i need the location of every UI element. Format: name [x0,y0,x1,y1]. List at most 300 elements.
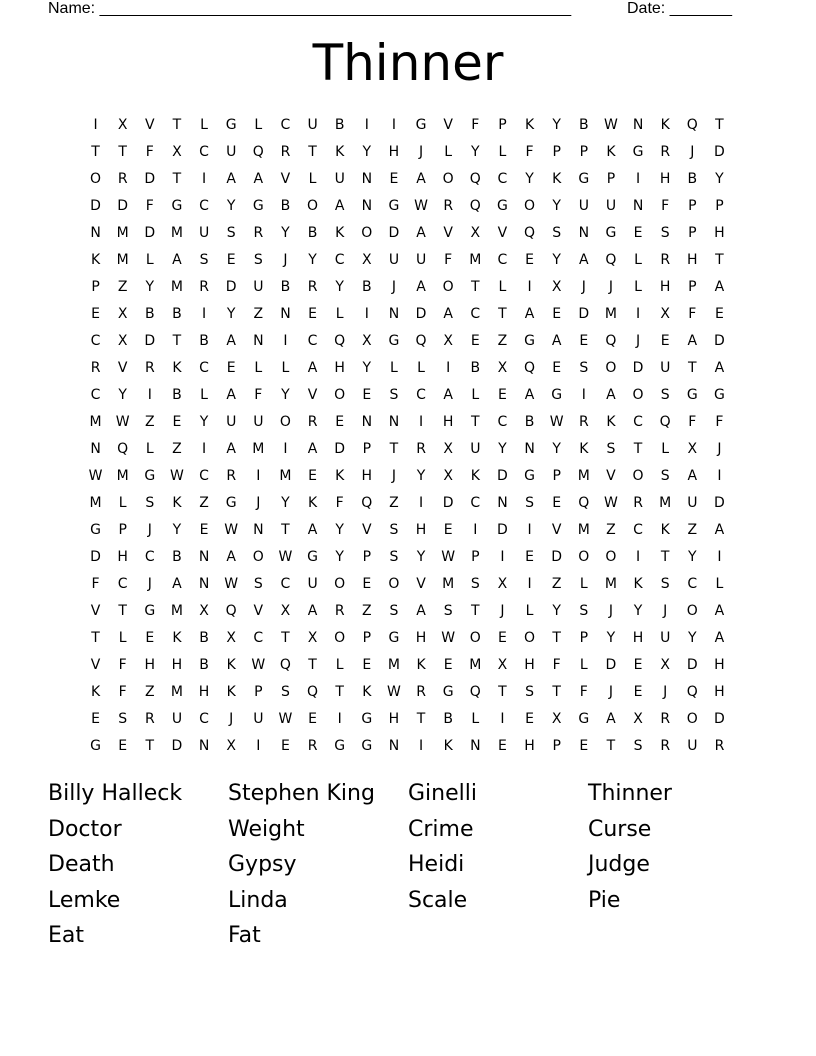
grid-letter: Z [117,279,128,295]
grid-letter: I [527,279,532,295]
grid-letter: D [144,171,156,187]
grid-letter: M [170,603,183,619]
grid-letter: D [632,360,644,376]
grid-letter: P [254,684,263,700]
grid-letter: E [498,738,507,754]
word-list-item: Stephen King [228,781,375,806]
grid-letter: C [470,306,481,322]
grid-letter: P [579,630,589,646]
grid-letter: G [388,630,400,646]
grid-letter: G [686,387,698,403]
grid-letter: A [443,306,453,322]
grid-letter: B [199,657,209,673]
grid-letter: I [418,495,424,511]
grid-letter: X [687,441,698,457]
grid-letter: V [497,225,508,241]
grid-letter: A [579,252,589,268]
grid-letter: A [307,441,318,457]
grid-letter: A [416,279,426,295]
grid-letter: U [171,711,183,727]
grid-letter: A [307,360,318,376]
grid-letter: C [633,414,643,430]
grid-letter: H [714,684,725,700]
grid-letter: G [144,468,156,484]
grid-letter: I [364,306,369,322]
grid-letter: A [416,171,426,187]
grid-letter: O [442,171,454,187]
grid-letter: W [278,711,293,727]
grid-letter: E [633,225,643,241]
grid-letter: M [577,468,590,484]
grid-letter: O [388,576,400,592]
grid-letter: Q [605,333,617,349]
grid-letter: T [91,144,100,160]
grid-letter: H [714,657,725,673]
grid-letter: Q [307,684,319,700]
grid-letter: Q [469,171,481,187]
grid-letter: F [525,144,534,160]
grid-letter: Y [362,360,372,376]
grid-letter: R [199,279,209,295]
grid-letter: U [226,414,237,430]
grid-letter: A [307,603,318,619]
grid-letter: A [334,198,345,214]
word-list-item: Weight [228,816,305,842]
grid-letter: C [307,333,318,349]
grid-letter: I [500,711,505,727]
grid-letter: X [362,252,372,268]
grid-letter: Q [117,441,129,457]
grid-letter: S [660,387,670,403]
grid-letter: E [525,252,534,268]
grid-letter: K [226,657,236,673]
grid-letter: E [172,414,182,430]
grid-letter: K [552,171,562,187]
grid-letter: L [308,171,317,187]
grid-letter: L [471,387,480,403]
grid-letter: E [525,549,534,565]
grid-letter: Y [335,279,344,295]
grid-letter: G [551,387,563,403]
grid-letter: J [663,684,668,700]
grid-letter: B [443,711,453,727]
grid-letter: X [443,441,453,457]
grid-letter: N [361,171,373,187]
grid-letter: L [498,144,507,160]
grid-letter: F [444,252,453,268]
grid-letter: P [118,522,127,538]
grid-letter: C [199,711,209,727]
grid-letter: E [633,657,643,673]
grid-letter: R [416,684,426,700]
word-list [48,778,768,952]
grid-letter: U [253,279,264,295]
grid-letter: P [606,171,616,187]
grid-letter: T [389,441,399,457]
grid-letter: S [552,225,562,241]
date-field-label: Date: _______ [627,0,732,17]
grid-letter: Y [416,549,426,565]
grid-letter: X [226,630,236,646]
grid-letter: D [497,468,508,484]
grid-letter: T [172,171,182,187]
grid-letter: X [551,711,562,727]
grid-letter: V [90,603,101,619]
grid-letter: D [144,225,156,241]
grid-letter: B [172,306,182,322]
grid-letter: R [416,441,426,457]
grid-letter: C [199,468,209,484]
grid-letter: U [687,738,698,754]
grid-letter: H [117,549,128,565]
grid-letter: H [171,657,183,673]
grid-letter: I [283,441,288,457]
grid-letter: L [254,117,263,133]
grid-letter: B [524,414,535,430]
grid-letter: C [90,387,101,403]
grid-letter: T [552,684,561,700]
grid-letter: K [443,738,453,754]
grid-letter: L [715,576,724,592]
grid-letter: L [661,441,670,457]
grid-letter: A [714,279,725,295]
page-title: Thinner [312,34,504,92]
grid-letter: X [443,333,453,349]
grid-letter: N [361,414,373,430]
grid-letter: W [88,468,103,484]
grid-letter: H [524,657,535,673]
grid-letter: W [224,522,239,538]
grid-letter: O [279,414,291,430]
grid-letter: A [226,441,236,457]
grid-letter: A [226,549,236,565]
grid-letter: H [524,738,535,754]
grid-letter: V [117,360,128,376]
grid-letter: E [443,657,453,673]
grid-letter: I [364,117,369,133]
grid-letter: S [660,468,670,484]
grid-letter: X [280,603,291,619]
grid-letter: A [714,522,725,538]
grid-letter: O [334,630,346,646]
grid-letter: L [335,306,344,322]
grid-letter: S [226,225,236,241]
grid-letter: E [498,630,507,646]
grid-letter: J [663,603,668,619]
grid-letter: T [606,738,616,754]
grid-letter: O [524,198,536,214]
grid-letter: Y [335,522,344,538]
grid-letter: Z [497,333,508,349]
grid-letter: O [632,387,644,403]
grid-letter: A [524,306,535,322]
grid-letter: S [606,441,616,457]
grid-letter: C [199,360,209,376]
grid-letter: G [334,738,346,754]
grid-letter: Y [226,198,236,214]
grid-letter: M [116,252,129,268]
grid-letter: S [633,738,643,754]
grid-letter: E [226,360,236,376]
grid-letter: G [415,117,427,133]
grid-letter: R [307,279,318,295]
grid-letter: Y [552,198,561,214]
grid-letter: R [443,198,454,214]
grid-letter: E [281,738,290,754]
grid-letter: U [660,630,671,646]
grid-letter: L [417,360,425,376]
grid-letter: B [280,198,291,214]
grid-letter: G [714,387,725,403]
grid-letter: C [253,630,264,646]
word-list-item: Linda [228,887,288,913]
grid-letter: W [549,414,564,430]
grid-letter: H [714,225,725,241]
grid-letter: J [608,279,613,295]
grid-letter: T [308,657,317,673]
grid-letter: N [198,738,210,754]
grid-letter: H [388,144,400,160]
grid-letter: Y [688,630,697,646]
grid-letter: Y [199,414,209,430]
grid-letter: I [201,441,207,457]
grid-letter: W [115,414,130,430]
grid-letter: C [199,144,209,160]
grid-letter: S [389,549,399,565]
grid-letter: F [552,657,561,673]
grid-letter: D [714,144,725,160]
grid-letter: Y [145,279,155,295]
grid-letter: R [144,711,155,727]
grid-letter: G [524,468,535,484]
grid-letter: H [388,711,400,727]
grid-letter: L [579,657,588,673]
grid-letter: Y [308,252,317,268]
grid-letter: Y [552,252,561,268]
grid-letter: K [660,522,670,538]
grid-letter: T [91,630,100,646]
grid-letter: Q [686,684,698,700]
grid-letter: T [281,630,290,646]
grid-letter: T [552,630,561,646]
grid-letter: T [471,279,480,295]
grid-letter: P [362,630,372,646]
grid-letter: S [579,603,589,619]
grid-letter: O [334,387,346,403]
grid-letter: V [90,657,101,673]
grid-letter: K [470,468,480,484]
grid-letter: H [632,630,644,646]
grid-letter: N [253,522,264,538]
grid-letter: F [661,198,670,214]
grid-letter: Z [253,306,264,322]
grid-letter: E [362,576,372,592]
grid-letter: D [415,306,427,322]
grid-letter: I [527,522,532,538]
grid-letter: D [714,333,725,349]
grid-letter: X [117,306,128,322]
grid-letter: A [714,630,725,646]
grid-letter: B [362,279,372,295]
grid-letter: G [171,198,183,214]
grid-letter: E [308,711,317,727]
grid-letter: L [118,495,127,511]
grid-letter: D [686,657,698,673]
grid-letter: K [362,684,372,700]
grid-letter: X [633,711,643,727]
grid-letter: S [253,252,263,268]
grid-letter: C [90,333,101,349]
grid-letter: N [524,441,535,457]
grid-letter: H [334,360,345,376]
grid-letter: D [171,738,183,754]
grid-letter: Q [469,198,481,214]
grid-letter: O [605,549,617,565]
grid-letter: J [635,333,641,349]
grid-letter: H [361,468,373,484]
grid-letter: R [117,171,128,187]
grid-letter: S [118,711,128,727]
grid-letter: B [280,279,291,295]
grid-letter: C [416,387,426,403]
grid-letter: Z [199,495,209,511]
grid-letter: A [172,252,182,268]
grid-letter: I [418,738,424,754]
grid-letter: A [226,171,236,187]
grid-letter: Y [226,306,236,322]
grid-letter: Q [524,225,536,241]
grid-letter: E [91,711,100,727]
grid-letter: P [579,144,589,160]
grid-letter: K [335,144,345,160]
grid-letter: W [604,117,618,133]
grid-letter: Q [578,495,590,511]
grid-letter: W [414,198,428,214]
grid-letter: S [443,603,453,619]
word-list-item: Thinner [588,781,672,806]
grid-letter: F [688,414,697,430]
grid-letter: M [469,252,482,268]
grid-letter: A [687,333,698,349]
grid-letter: M [604,576,617,592]
grid-letter: J [608,603,613,619]
grid-letter: Q [686,117,698,133]
grid-letter: B [172,549,182,565]
grid-letter: I [391,117,396,133]
grid-letter: Z [687,522,698,538]
grid-letter: Y [552,117,561,133]
grid-letter: U [415,252,427,268]
grid-letter: T [281,522,290,538]
grid-letter: R [633,495,643,511]
grid-letter: U [253,711,264,727]
grid-letter: B [199,333,209,349]
grid-letter: N [470,738,481,754]
grid-letter: E [389,171,399,187]
grid-letter: R [226,468,237,484]
grid-letter: E [715,306,724,322]
grid-letter: L [335,657,344,673]
grid-letter: I [581,387,586,403]
grid-letter: L [145,441,154,457]
grid-letter: C [117,576,128,592]
grid-letter: C [199,198,209,214]
grid-letter: W [441,630,456,646]
grid-letter: M [252,441,265,457]
word-list-item: Judge [588,852,650,877]
grid-letter: M [89,414,102,430]
grid-letter: Q [469,684,481,700]
word-list-item: Crime [408,816,474,842]
grid-letter: T [118,144,127,160]
grid-letter: N [280,306,291,322]
grid-letter: H [687,252,698,268]
grid-letter: E [633,684,643,700]
grid-letter: W [604,495,618,511]
grid-letter: C [280,117,291,133]
grid-letter: J [690,144,695,160]
grid-letter: Y [525,171,534,187]
grid-letter: O [334,576,346,592]
grid-letter: N [253,333,264,349]
grid-letter: Q [524,360,536,376]
grid-letter: M [659,495,672,511]
grid-letter: K [90,684,101,700]
grid-letter: E [308,306,317,322]
grid-letter: Z [606,522,616,538]
grid-letter: U [334,171,345,187]
grid-letter: A [226,387,236,403]
grid-letter: N [90,441,101,457]
grid-letter: J [147,522,152,538]
grid-letter: K [307,495,318,511]
grid-letter: M [469,657,482,673]
grid-letter: K [416,657,426,673]
grid-letter: Y [552,603,561,619]
grid-letter: A [687,468,698,484]
grid-letter: I [256,468,261,484]
grid-letter: A [443,387,453,403]
grid-letter: Q [605,252,617,268]
grid-letter: T [688,360,697,376]
grid-letter: R [660,738,671,754]
grid-letter: Q [279,657,291,673]
grid-letter: N [632,117,644,133]
grid-letter: G [605,225,617,241]
grid-letter: U [687,495,698,511]
grid-letter: K [579,441,589,457]
grid-letter: D [605,657,617,673]
word-list-item: Doctor [48,816,122,842]
grid-letter: M [116,468,129,484]
grid-letter: C [144,549,155,565]
grid-letter: M [89,495,102,511]
grid-letter: J [147,576,152,592]
grid-letter: T [715,252,724,268]
grid-letter: E [226,252,236,268]
grid-letter: F [579,684,588,700]
word-list-item: Billy Halleck [48,781,183,806]
grid-letter: J [717,441,722,457]
grid-letter: I [201,171,207,187]
grid-letter: T [172,333,182,349]
grid-letter: E [118,738,128,754]
grid-letter: O [469,630,481,646]
grid-letter: U [253,414,264,430]
word-list-item: Death [48,852,115,877]
grid-letter: D [144,333,156,349]
grid-letter: D [388,225,400,241]
